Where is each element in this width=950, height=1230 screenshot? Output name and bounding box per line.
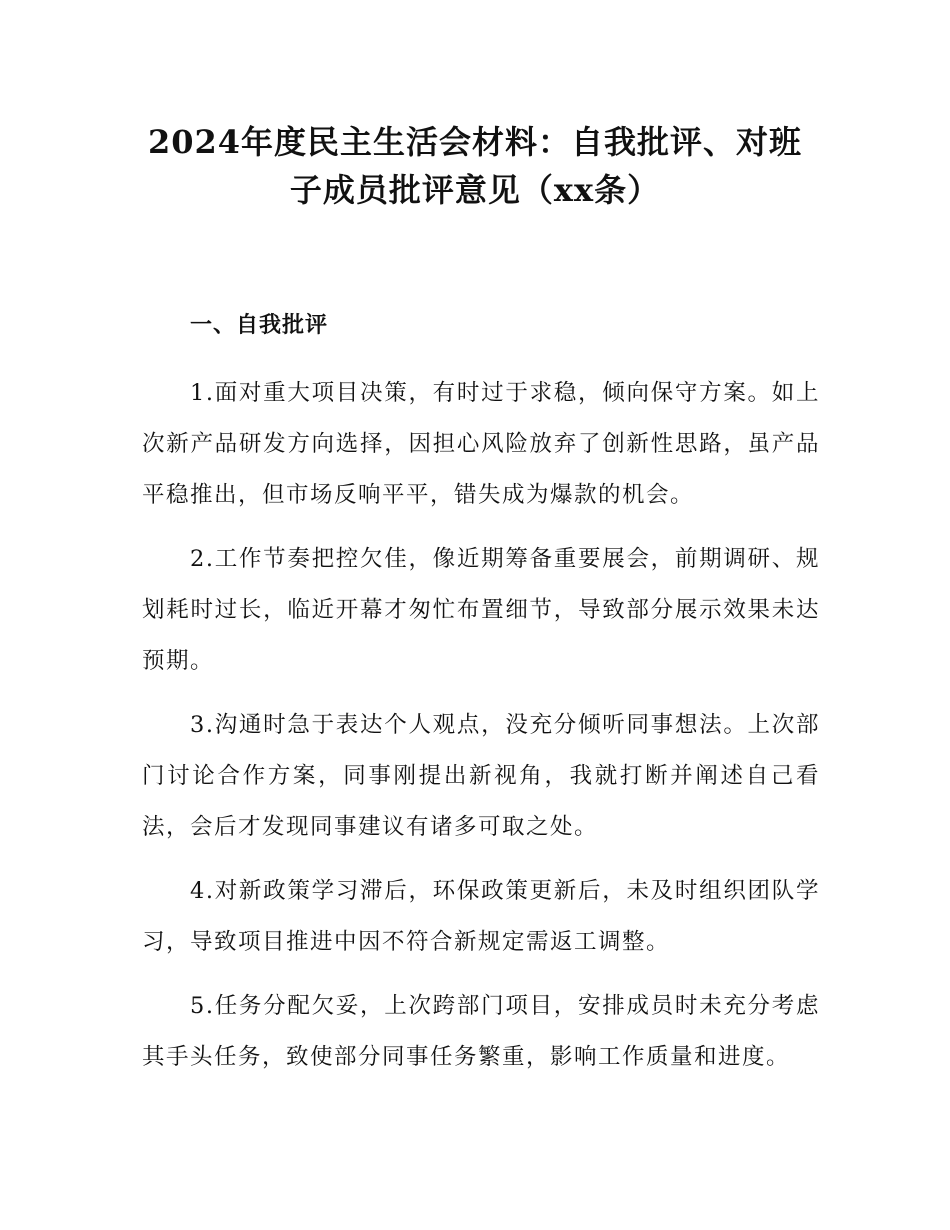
title-line-1: 2024年度民主生活会材料：自我批评、对班 xyxy=(147,123,803,161)
document-title xyxy=(110,118,840,214)
paragraph-2: 2.工作节奏把控欠佳，像近期筹备重要展会，前期调研、规划耗时过长，临近开幕才匆忙布置细节，导致部分展示效果未达预期。 xyxy=(142,546,820,674)
paragraph-3: 3.沟通时急于表达个人观点，没充分倾听同事想法。上次部门讨论合作方案，同事刚提出新视角，我就打断并阐述自己看法，会后才发现同事建议有诸多可取之处。 xyxy=(142,712,820,840)
paragraph-1: 1.面对重大项目决策，有时过于求稳，倾向保守方案。如上次新产品研发方向选择，因担心风险放弃了创新性思路，虽产品平稳推出，但市场反响平平，错失成为爆款的机会。 xyxy=(142,380,820,508)
title-line-2: 子成员批评意见（xx条） xyxy=(289,171,661,209)
paragraph-5: 5.任务分配欠妥，上次跨部门项目，安排成员时未充分考虑其手头任务，致使部分同事任务繁重，影响工作质量和进度。 xyxy=(142,993,820,1070)
section-heading: 一、自我批评 xyxy=(190,313,329,338)
paragraph-4: 4.对新政策学习滞后，环保政策更新后，未及时组织团队学习，导致项目推进中因不符合新规定需返工调整。 xyxy=(142,878,820,955)
